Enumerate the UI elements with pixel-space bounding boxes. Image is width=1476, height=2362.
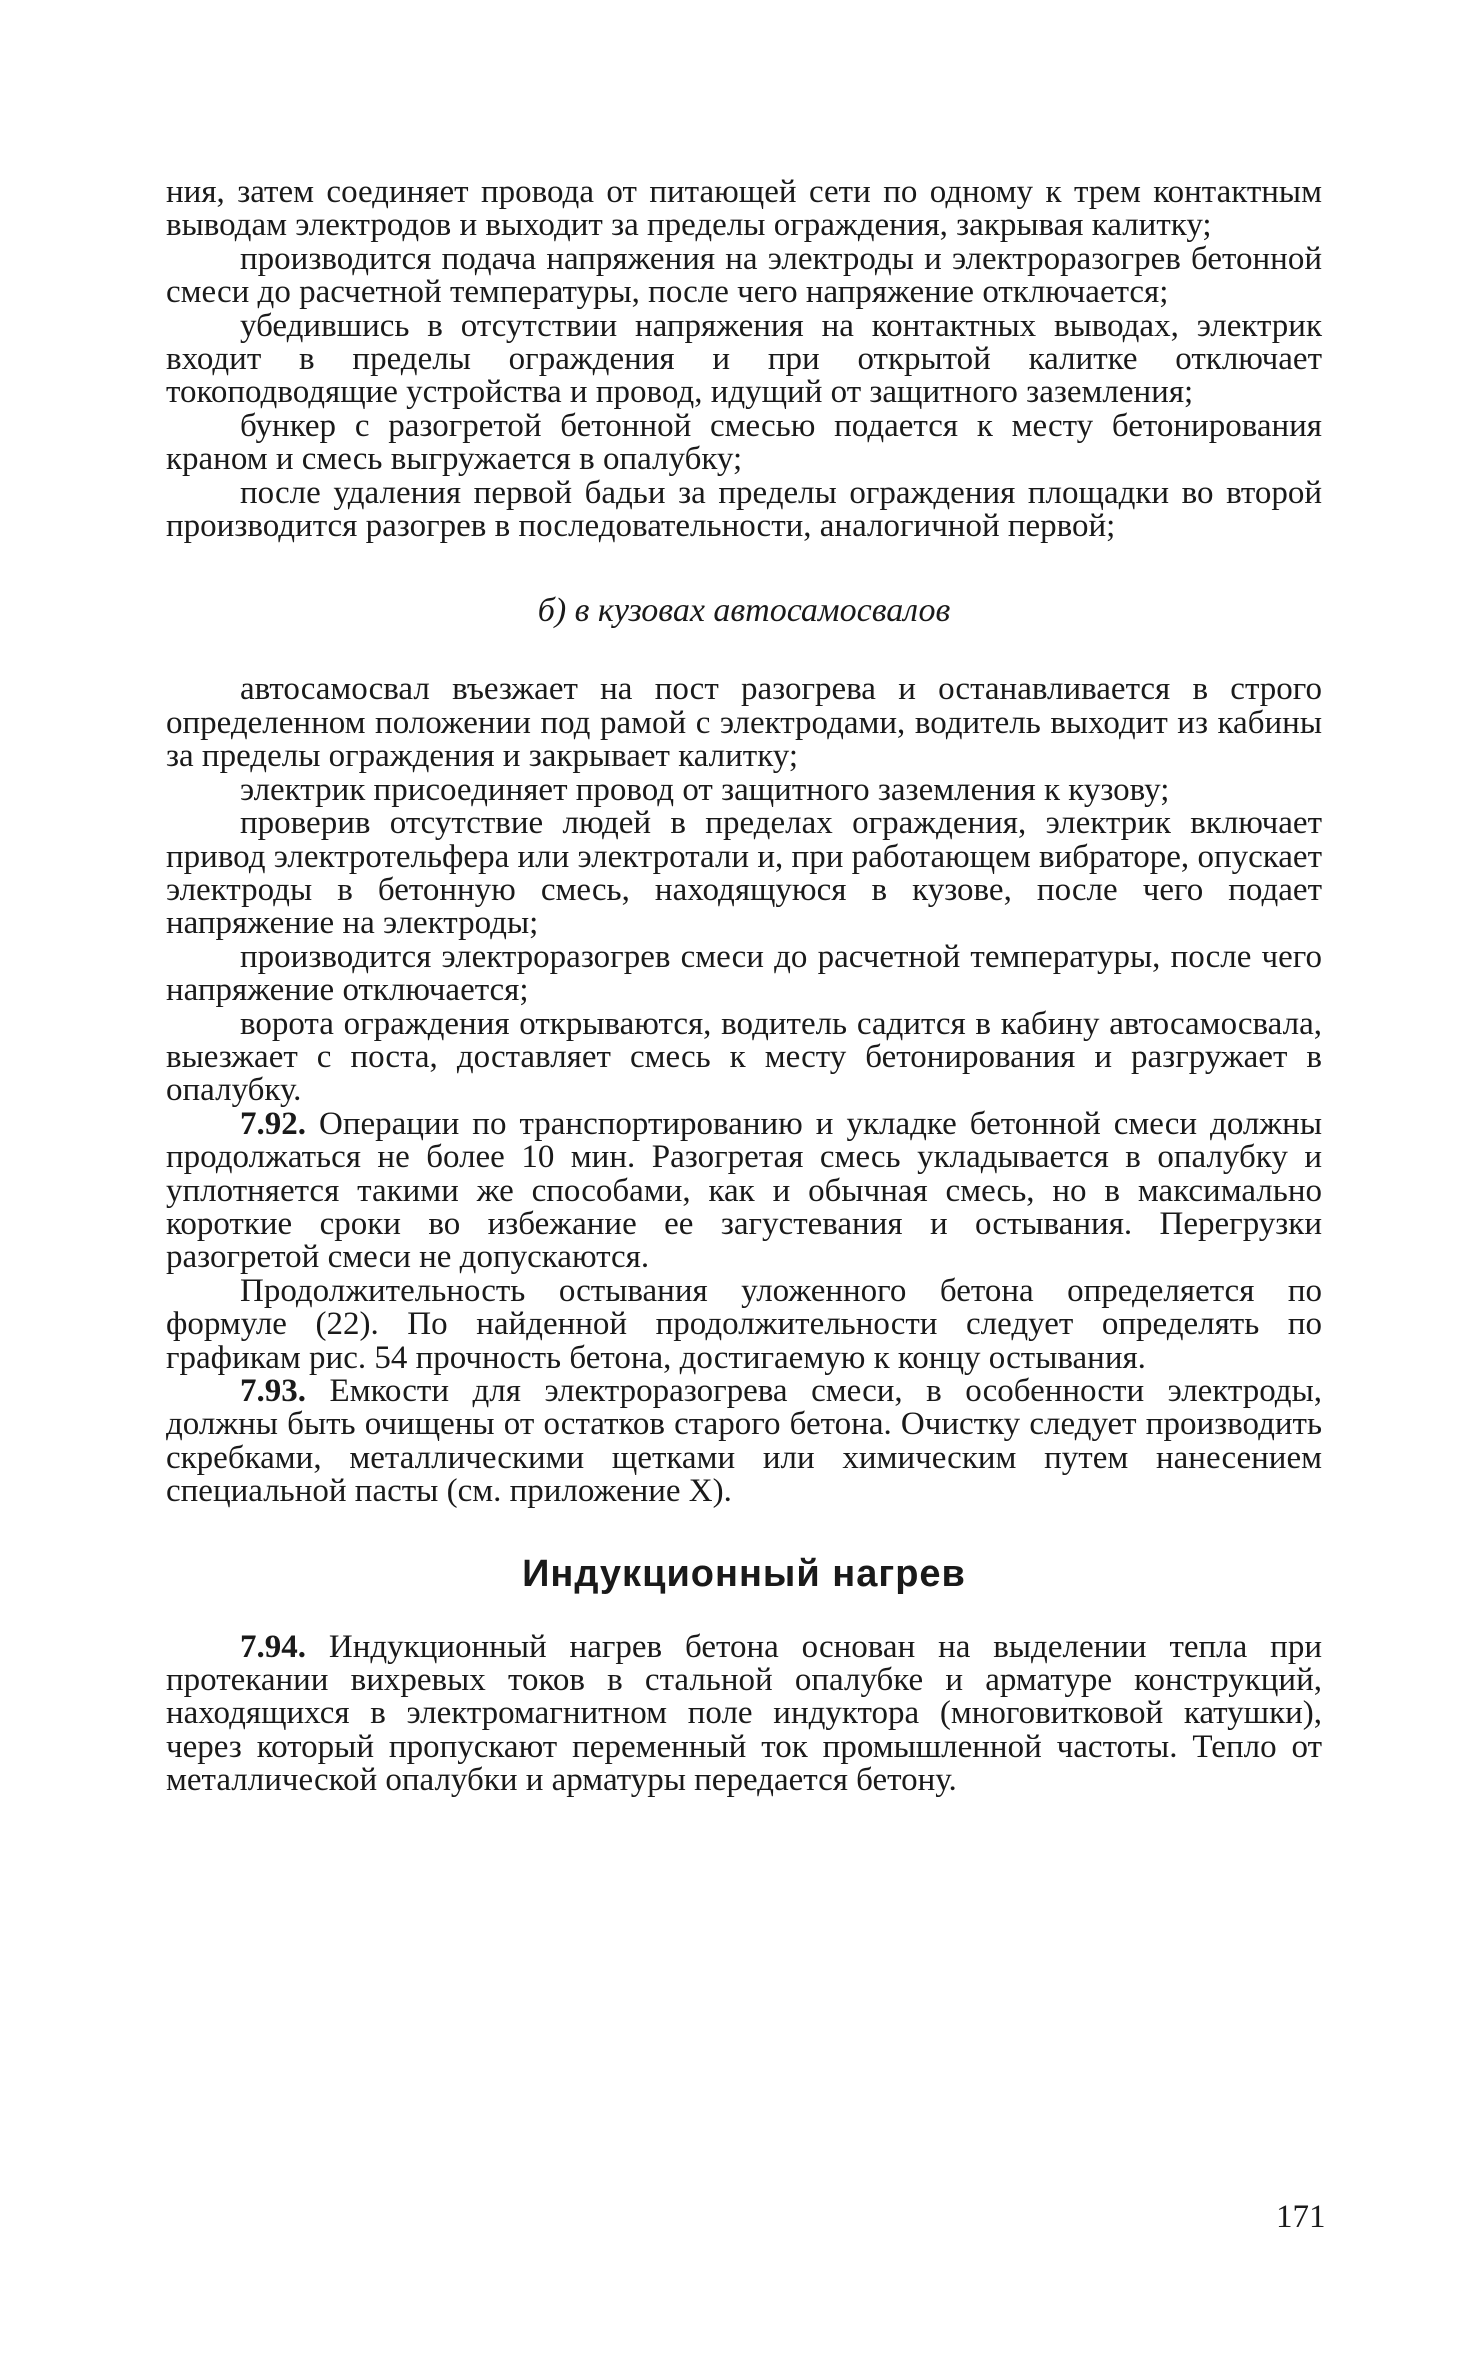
paragraph-electrician-enters: убедившись в отсутствии напряжения на контактных выводах, электрик входит в пределы ограждения и при открытой калитке отключает токоподводящие устройства и провод, идущий от защитного заземления; (166, 307, 1322, 411)
clause-7-92 (166, 1105, 1323, 1276)
text-column (166, 176, 1322, 1798)
paragraph-heating: производится электроразогрев смеси до расчетной температуры, после чего напряжение отключается; (166, 938, 1322, 1009)
clause-number: 7.94. (240, 1628, 306, 1665)
paragraph-cooling-duration: Продолжительность остывания уложенного бетона определяется по формуле (22). По найденной продолжительности следует определять по графикам рис. 54 прочность бетона, достигаемую к концу остывания. (166, 1272, 1322, 1376)
clause-text: Емкости для электроразогрева смеси, в особенности электроды, должны быть очищены от остатков старого бетона. Очистку следует производить скребками, металлическими щетками или химическим путем нанесением специальной пасты (см. приложение X). (166, 1373, 1323, 1510)
page-number: 171 (1276, 2199, 1326, 2235)
paragraph-truck-arrives: автосамосвал въезжает на пост разогрева и останавливается в строго определенном положении под рамой с электродами, водитель выходит из кабины за пределы ограждения и закрывает калитку; (166, 671, 1322, 775)
paragraph-unloading: ворота ограждения открываются, водитель садится в кабину автосамосвала, выезжает с поста, доставляет смесь к месту бетонирования и разгружает в опалубку. (166, 1005, 1322, 1109)
paragraph-voltage-supply: производится подача напряжения на электроды и электроразогрев бетонной смеси до расчетной температуры, после чего напряжение отключается; (166, 240, 1322, 311)
clause-7-93 (166, 1375, 1322, 1509)
paragraph-second-site: после удаления первой бадьи за пределы ограждения площадки во второй производится разогрев в последовательности, аналогичной первой; (166, 474, 1322, 545)
clause-number: 7.92. (240, 1105, 306, 1142)
paragraph-electrodes-lowered: проверив отсутствие людей в пределах ограждения, электрик включает привод электротельфера или электротали и, при работающем вибраторе, опускает электроды в бетонную смесь, находящуюся в кузове, после чего подает напряжение на электроды; (166, 805, 1322, 942)
paragraph-continuation: ния, затем соединяет провода от питающей сети по одному к трем контактным выводам электродов и выходит за пределы ограждения, закрывая калитку; (166, 174, 1322, 244)
paragraph-bunker-delivery: бункер с разогретой бетонной смесью подается к месту бетонирования краном и смесь выгружается в опалубку; (166, 407, 1322, 478)
clause-number: 7.93. (240, 1373, 306, 1409)
clause-text: Индукционный нагрев бетона основан на выделении тепла при протекании вихревых токов в стальной опалубке и арматуре конструкций, находящихся в электромагнитном поле индуктора (многовитковой катушки), через который пропускают переменный ток промышленной частоты. Тепло от металлической опалубки и арматуры передается бетону. (166, 1628, 1322, 1799)
clause-text: Операции по транспортированию и укладке бетонной смеси должны продолжаться не более 10 мин. Разогретая смесь укладывается в опалубку и уплотняется такими же способами, как и обычная смесь, но в максимально короткие сроки во избежание ее загустевания и остывания. Перегрузки разогретой смеси не допускаются. (166, 1105, 1323, 1276)
paragraph-grounding: электрик присоединяет провод от защитного заземления к кузову; (240, 771, 1170, 808)
clause-7-94 (166, 1628, 1322, 1799)
section-heading: Индукционный нагрев (522, 1552, 966, 1595)
subsection-title: б) в кузовах автосамосвалов (537, 592, 951, 630)
